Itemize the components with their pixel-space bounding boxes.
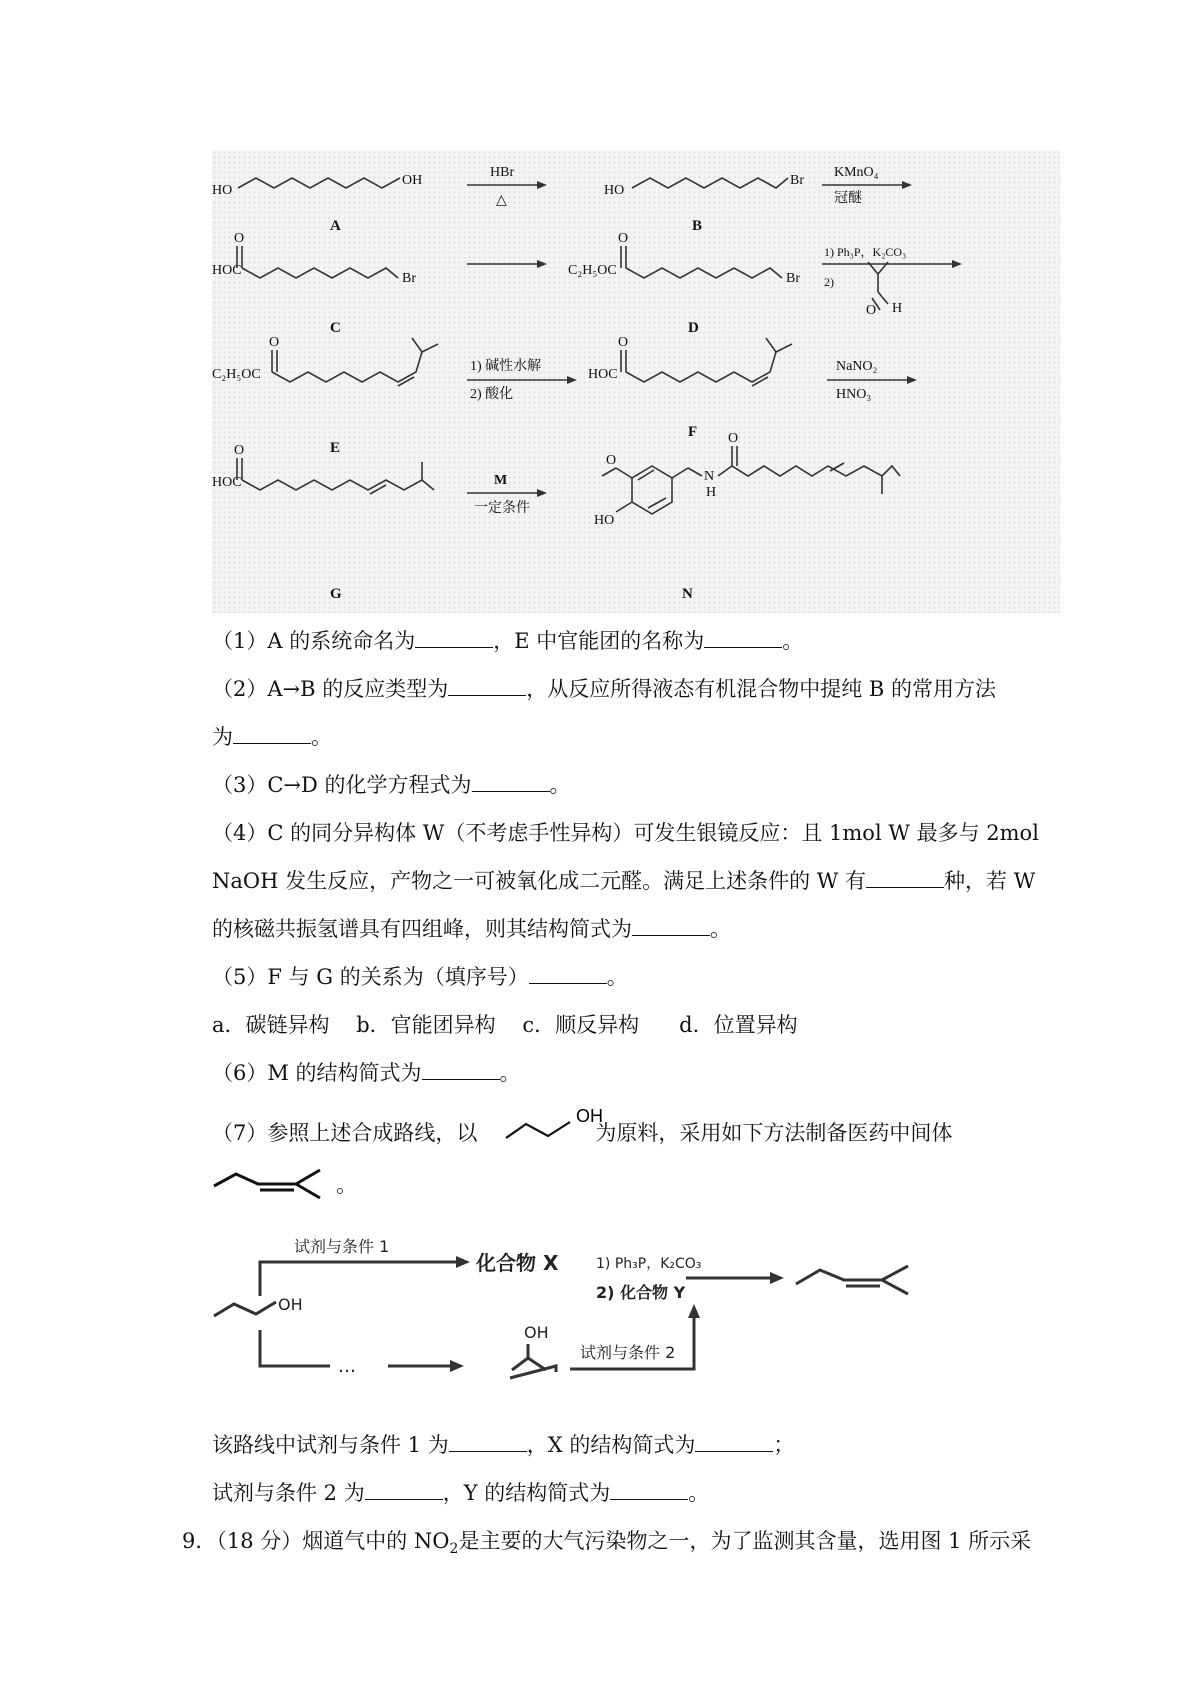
q2-text-b: ，从反应所得液态有机混合物中提纯 B 的常用方法 xyxy=(526,677,997,701)
q1-end: 。 xyxy=(782,629,804,653)
q4-text-b: 种，若 W xyxy=(944,869,1036,893)
route-step1: 1) Ph₃P，K₂CO₃ xyxy=(596,1256,702,1272)
q9-subscript: 2 xyxy=(449,1541,459,1558)
question-2-cont xyxy=(212,722,332,752)
answer-blank[interactable] xyxy=(449,1431,527,1452)
cond-de-1: 1) Ph₃P，K₂CO₃ xyxy=(824,245,907,259)
question-1 xyxy=(212,626,803,656)
route-cond1: 试剂与条件 1 xyxy=(294,1237,390,1256)
group-ho-a: HO xyxy=(212,183,233,198)
chain-e xyxy=(272,338,422,382)
q4-text-c: 的核磁共振氢谱具有四组峰，则其结构简式为 xyxy=(212,917,632,941)
label-n: N xyxy=(682,586,693,602)
q3-text: （3）C→D 的化学方程式为 xyxy=(212,773,472,797)
chain-g xyxy=(242,480,434,490)
group-o-n-meo: O xyxy=(606,453,617,468)
q3-end: 。 xyxy=(549,773,571,797)
route-dots: … xyxy=(338,1356,356,1377)
propanol-structure xyxy=(500,1096,620,1146)
label-d: D xyxy=(688,320,699,336)
chain-d xyxy=(626,268,782,278)
answer-blank[interactable] xyxy=(632,915,710,936)
question-6 xyxy=(212,1058,521,1088)
group-ho-b: HO xyxy=(604,183,625,198)
q2-end: 。 xyxy=(311,725,332,749)
target-alkene-structure xyxy=(210,1162,330,1202)
q1-text: （1）A 的系统命名为 xyxy=(212,629,416,653)
answer-blank[interactable] xyxy=(704,627,782,648)
chain-n xyxy=(718,466,900,476)
route-product xyxy=(796,1266,908,1284)
q7-line-b1: 试剂与条件 2 为 xyxy=(212,1481,365,1505)
answer-blank[interactable] xyxy=(233,723,311,744)
answer-blank[interactable] xyxy=(529,963,607,984)
cond-bc-top: KMnO₄ xyxy=(834,165,879,180)
route-oh-propanol: OH xyxy=(278,1295,303,1314)
propanol-oh: OH xyxy=(576,1106,603,1126)
scheme-svg xyxy=(212,150,1060,613)
q7-text-a: （7）参照上述合成路线，以 xyxy=(212,1121,478,1145)
q2-text-c: 为 xyxy=(212,725,233,749)
answer-blank[interactable] xyxy=(422,1059,500,1080)
cond-fg-bottom: HNO₃ xyxy=(836,387,872,402)
cond-fg-top: NaNO₂ xyxy=(836,359,878,374)
q7-line-a3: ； xyxy=(773,1433,795,1457)
route-propanol xyxy=(214,1302,276,1316)
chain-b xyxy=(632,178,788,188)
chain-f xyxy=(626,338,776,382)
chain-c xyxy=(242,268,398,278)
answer-blank[interactable] xyxy=(415,627,493,648)
reaction-scheme xyxy=(212,150,1060,613)
group-br-b: Br xyxy=(790,173,804,188)
question-2 xyxy=(212,674,996,704)
question-3 xyxy=(212,770,571,800)
q4-end: 。 xyxy=(710,917,731,941)
q7-line-a2: ，X 的结构简式为 xyxy=(526,1433,696,1457)
answer-blank[interactable] xyxy=(610,1479,688,1500)
question-4-line2 xyxy=(212,866,1035,896)
group-n-n: N xyxy=(704,469,715,484)
group-h-n: H xyxy=(706,485,717,500)
question-4-line3 xyxy=(212,914,731,944)
label-g: G xyxy=(330,586,342,602)
group-ester-e: C₂H₅OC xyxy=(212,367,261,382)
group-o-g: O xyxy=(234,443,245,458)
q7-line-b2: ，Y 的结构简式为 xyxy=(442,1481,611,1505)
group-hoc-f: HOC xyxy=(588,367,618,382)
q4-text-a: NaOH 发生反应，产物之一可被氧化成二元醛。满足上述条件的 W 有 xyxy=(212,869,867,893)
group-br-d: Br xyxy=(786,271,800,286)
group-o-n: O xyxy=(728,431,739,446)
q7-end: 。 xyxy=(336,1173,357,1197)
q7-line-a1: 该路线中试剂与条件 1 为 xyxy=(212,1433,449,1457)
cond-bc-bottom: 冠醚 xyxy=(834,191,862,206)
ring-n xyxy=(632,466,672,514)
group-o-d: O xyxy=(618,231,629,246)
cond-gn-bottom: 一定条件 xyxy=(474,501,530,516)
q6-end: 。 xyxy=(499,1061,521,1085)
label-f: F xyxy=(688,424,698,440)
q9-text-a: 9．（18 分）烟道气中的 NO xyxy=(182,1529,450,1553)
answer-blank[interactable] xyxy=(472,771,550,792)
cond-ab-bottom: △ xyxy=(496,193,507,208)
answer-blank[interactable] xyxy=(695,1431,773,1452)
group-ester-d: C₂H₅OC xyxy=(568,263,617,278)
route-diagram xyxy=(210,1226,930,1414)
q7-line-b3: 。 xyxy=(688,1481,710,1505)
route-compound-x: 化合物 X xyxy=(476,1251,559,1275)
group-o-e: O xyxy=(269,335,280,350)
answer-blank[interactable] xyxy=(365,1479,443,1500)
cond-gn-top: M xyxy=(494,473,508,488)
label-c: C xyxy=(330,320,341,336)
group-oh-a: OH xyxy=(402,173,423,188)
answer-blank[interactable] xyxy=(448,675,526,696)
question-7-answer-a xyxy=(212,1430,794,1460)
label-a: A xyxy=(330,218,341,234)
q7-text-b: 为原料，采用如下方法制备医药中间体 xyxy=(595,1121,953,1145)
answer-blank[interactable] xyxy=(866,867,944,888)
label-e: E xyxy=(330,440,341,456)
q5-text: （5）F 与 G 的关系为（填序号） xyxy=(212,965,529,989)
route-oh-isopropanol: OH xyxy=(524,1323,549,1342)
cond-ef-2: 2) 酸化 xyxy=(470,387,514,402)
group-h-ald: H xyxy=(892,301,903,316)
route-cond2: 试剂与条件 2 xyxy=(580,1343,676,1362)
question-9 xyxy=(182,1526,1031,1564)
cond-ef-1: 1) 碱性水解 xyxy=(470,359,542,374)
label-b: B xyxy=(692,218,703,234)
question-7-answer-b xyxy=(212,1478,709,1508)
cond-ab-top: HBr xyxy=(490,165,515,180)
question-5-options: a．碳链异构 b．官能团异构 c．顺反异构 d．位置异构 xyxy=(212,1013,798,1037)
group-o-f: O xyxy=(618,335,629,350)
group-hoc-g: HOC xyxy=(212,475,242,490)
q9-text-b: 是主要的大气污染物之一，为了监测其含量，选用图 1 所示采 xyxy=(458,1529,1032,1553)
group-br-c: Br xyxy=(402,271,416,286)
q1-text-b: ，E 中官能团的名称为 xyxy=(493,629,705,653)
group-hoc-c: HOC xyxy=(212,263,242,278)
group-o-ald: O xyxy=(866,303,877,318)
q2-text: （2）A→B 的反应类型为 xyxy=(212,677,449,701)
question-5 xyxy=(212,962,628,992)
group-o-c: O xyxy=(234,231,245,246)
q6-text: （6）M 的结构简式为 xyxy=(212,1061,422,1085)
chain-a xyxy=(238,178,400,188)
group-ho-n: HO xyxy=(594,513,615,528)
q5-end: 。 xyxy=(606,965,628,989)
question-4-line1: （4）C 的同分异构体 W（不考虑手性异构）可发生银镜反应：且 1mol W 最多与 2mol xyxy=(212,821,1039,845)
cond-de-2: 2) xyxy=(824,275,834,289)
route-step2: 2) 化合物 Y xyxy=(596,1283,686,1302)
